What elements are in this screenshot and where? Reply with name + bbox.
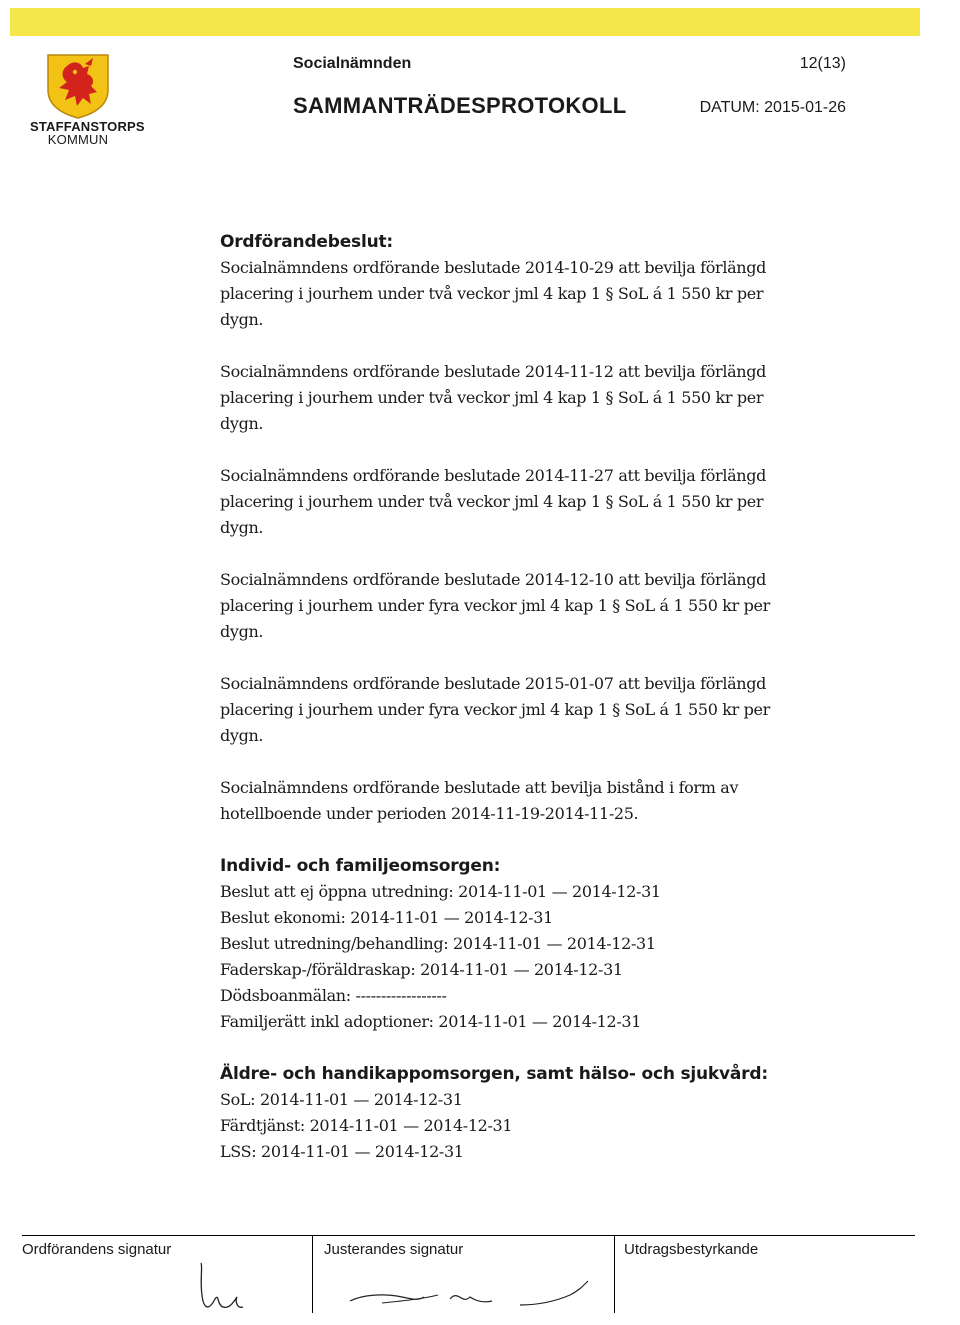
ifo-decision-item: Beslut utredning/behandling: 2014-11-01 — 2014-12-31 — [220, 934, 656, 953]
ifo-decision-item: Familjerätt inkl adoptioner: 2014-11-01 — 2014-12-31 — [220, 1012, 642, 1031]
ifo-decision-item: Beslut ekonomi: 2014-11-01 — 2014-12-31 — [220, 908, 553, 927]
ifo-decision-list — [220, 879, 840, 1035]
logo-text-line1: STAFFANSTORPS — [30, 119, 145, 134]
paragraph-line: hotellboende under perioden 2014-11-19-2014-11-25. — [220, 804, 639, 823]
ifo-decision-item: Faderskap-/föräldraskap: 2014-11-01 — 2014-12-31 — [220, 960, 623, 979]
adjuster-signature-box — [312, 1235, 614, 1315]
committee-name: Socialnämnden — [293, 55, 412, 72]
paragraph-line: Socialnämndens ordförande beslutade 2014-12-10 att bevilja förlängd — [220, 570, 767, 589]
paragraph-line: placering i jourhem under två veckor jml 4 kap 1 § SoL á 1 550 kr per — [220, 388, 764, 407]
paragraph-line: Socialnämndens ordförande beslutade 2015-01-07 att bevilja förlängd — [220, 674, 767, 693]
top-color-bar — [10, 8, 920, 36]
chair-decisions-list — [220, 255, 840, 827]
section-heading-chair-decisions: Ordförandebeslut: — [220, 232, 394, 252]
ifo-decision-item: Dödsboanmälan: ------------------ — [220, 986, 447, 1005]
document-date: DATUM: 2015-01-26 — [699, 99, 846, 116]
elder-care-decision-item: SoL: 2014-11-01 — 2014-12-31 — [220, 1090, 463, 1109]
extract-certifier-box — [614, 1235, 914, 1315]
adjuster-signature-label: Justerandes signatur — [324, 1241, 464, 1258]
chair-decision-paragraph — [220, 567, 840, 645]
paragraph-line: dygn. — [220, 726, 264, 745]
paragraph-line: dygn. — [220, 622, 264, 641]
logo-text-line2: KOMMUN — [47, 132, 109, 147]
chair-decision-paragraph — [220, 463, 840, 541]
paragraph-line: placering i jourhem under två veckor jml 4 kap 1 § SoL á 1 550 kr per — [220, 284, 764, 303]
paragraph-line: dygn. — [220, 310, 264, 329]
document-body — [220, 229, 840, 1165]
paragraph-line: placering i jourhem under fyra veckor jml 4 kap 1 § SoL á 1 550 kr per — [220, 700, 770, 719]
paragraph-line: placering i jourhem under två veckor jml 4 kap 1 § SoL á 1 550 kr per — [220, 492, 764, 511]
document-title: SAMMANTRÄDESPROTOKOLL — [293, 93, 627, 118]
paragraph-line: dygn. — [220, 414, 264, 433]
page-number: 12(13) — [799, 55, 846, 72]
extract-certifier-label: Utdragsbestyrkande — [624, 1241, 759, 1258]
paragraph-line: Socialnämndens ordförande beslutade 2014-11-12 att bevilja förlängd — [220, 362, 767, 381]
chair-signature-box — [22, 1235, 312, 1315]
chair-decision-paragraph — [220, 775, 840, 827]
elder-care-decision-item: LSS: 2014-11-01 — 2014-12-31 — [220, 1142, 464, 1161]
paragraph-line: dygn. — [220, 518, 264, 537]
municipality-logo — [30, 52, 145, 147]
chair-decision-paragraph — [220, 671, 840, 749]
ifo-decision-item: Beslut att ej öppna utredning: 2014-11-01 — 2014-12-31 — [220, 882, 661, 901]
elder-care-decision-list — [220, 1087, 840, 1165]
handwritten-signature-icon — [197, 1257, 267, 1315]
chair-decision-paragraph — [220, 359, 840, 437]
section-heading-elder-care: Äldre- och handikappomsorgen, samt hälso- och sjukvård: — [220, 1064, 768, 1084]
chair-signature-label: Ordförandens signatur — [22, 1241, 172, 1258]
chair-decision-paragraph — [220, 255, 840, 333]
coat-of-arms-icon — [45, 52, 111, 120]
paragraph-line: Socialnämndens ordförande beslutade 2014-11-27 att bevilja förlängd — [220, 466, 767, 485]
section-heading-ifo: Individ- och familjeomsorgen: — [220, 856, 501, 876]
elder-care-decision-item: Färdtjänst: 2014-11-01 — 2014-12-31 — [220, 1116, 513, 1135]
paragraph-line: Socialnämndens ordförande beslutade att bevilja bistånd i form av — [220, 778, 739, 797]
paragraph-line: placering i jourhem under fyra veckor jml 4 kap 1 § SoL á 1 550 kr per — [220, 596, 770, 615]
paragraph-line: Socialnämndens ordförande beslutade 2014-10-29 att bevilja förlängd — [220, 258, 767, 277]
handwritten-signature-icon — [342, 1275, 602, 1311]
